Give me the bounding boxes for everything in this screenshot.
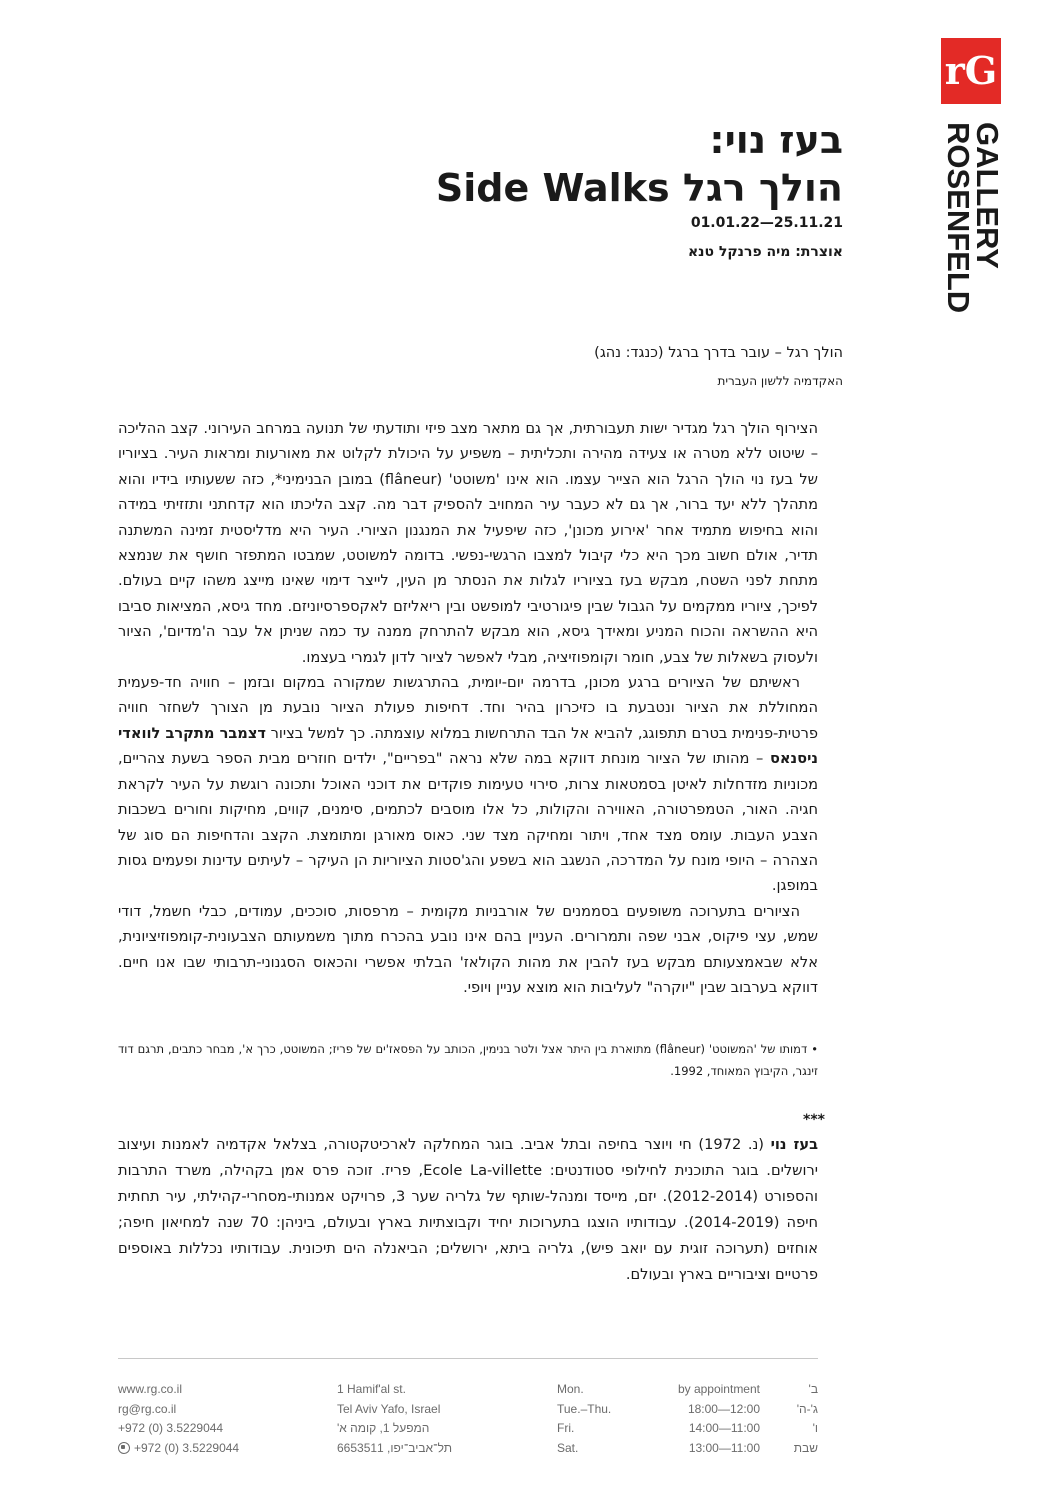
website-link[interactable]: www.rg.co.il <box>118 1382 183 1396</box>
address-line: 1 Hamif'al st. <box>337 1382 406 1396</box>
exhibition-text <box>118 416 818 1000</box>
exhibition-title <box>436 116 843 212</box>
day-label-he: ג'-ה' <box>796 1401 818 1416</box>
exhibition-dates: 01.01.22—25.11.21 <box>690 215 843 231</box>
day-label-he: שבת <box>793 1440 818 1455</box>
footer-contact <box>118 1380 239 1458</box>
opening-days-en <box>557 1380 611 1458</box>
phone-number[interactable]: +972 (0) 3.5229044 <box>118 1421 224 1435</box>
gallery-name-vertical <box>941 122 1005 332</box>
day-label-he: ו' <box>812 1421 818 1435</box>
artist-name: בעז נוי <box>770 1136 818 1153</box>
curator-credit: אוצרת: מיה פרנקל טנא <box>687 244 843 260</box>
hours-value: by appointment <box>677 1382 760 1396</box>
address-line: המפעל 1, קומה א' <box>337 1421 430 1435</box>
gallery-name-line2: GALLERY <box>970 122 1005 269</box>
title-artist: בעז נוי: <box>709 118 843 162</box>
paragraph-2: ראשיתם של הציורים ברגע מכונן, בדרמה יום-יומית, בהתרגשות שמקורה במקום ובזמן – חוויה חד-פעמית המחוללת את הציור ונטבעת בו כזיכרון בהיר וחד. דחיפות פעולת הציור נובעת מן הצורך לשחזר חוויה פרטית-פנימית בטרם תתפוגג, להביא אל הבד התרחשות במלוא עוצמתה. כך למשל בציור דצמבר מתקרב לוואדי ניסנאס – מהותו של הציור מונחת דווקא במה שלא נראה "בפריים", ילדים חוזרים מבית הספר בשעת צהריים, מכוניות מזדחלות לאיטן בסמטאות צרות, סירוי טעימות פוקדים את דוכני האוכל ותכונה רוגשת על העיר לקראת חגיה. האור, הטמפרטורה, האווירה והקולות, כל אלו מוסבים לכתמים, סימנים, קווים, מחיקות וחורים בשכבות הצבע העבות. עומס מצד אחד, ויתור ומחיקה מצד שני. כאוס מאורגן ומתומצת. הקצב והדחיפות הם סוג של הצהרה – היופי מונח על המדרכה, הנשגב הוא בשפע והג'סטות הציוריות הן העיקר – לעיתים עדינות ופעמים גסות במופגן. <box>118 674 818 895</box>
opening-days-he <box>780 1380 818 1458</box>
hours-value: 14:00—11:00 <box>688 1421 760 1435</box>
footnote: • דמותו של 'המשוטט' (flâneur) מתוארת בין היתר אצל ולטר בנימין, הכותב על הפסאז'ים של פריז; המשוטט, כרך א', מבחר כתבים, תרגם דוד זינגר, הקיבוץ המאוחד, 1992. <box>118 1042 818 1078</box>
day-label: Fri. <box>557 1421 575 1435</box>
email-link[interactable]: rg@rg.co.il <box>118 1401 177 1416</box>
day-label: Mon. <box>557 1382 584 1396</box>
gallery-name-line1: ROSENFELD <box>941 122 976 314</box>
address-line: Tel Aviv Yafo, Israel <box>337 1401 441 1416</box>
day-label: Sat. <box>557 1440 579 1455</box>
day-label: Tue.–Thu. <box>557 1401 612 1416</box>
logo-mark: rG <box>944 48 998 93</box>
gallery-logo <box>941 38 1001 104</box>
footer-divider <box>118 1358 818 1359</box>
footer-address <box>337 1380 452 1458</box>
paragraph-1: הצירוף הולך רגל מגדיר ישות תעבורתית, אך גם מתאר מצב פיזי ותודעתי של תנועה במרחב העירוני. קצב ההליכה – שיטוט ללא מטרה או צעידה מהירה ותכליתית – משפיע על היכולת לקלוט את מאורעות ומראות העיר. בציוריו של בעז נוי הולך הרגל הוא הצייר עצמו. הוא אינו 'משוטט' (flâneur) במובן הבנימיני*, כזה ששעותיו בידיו והוא מתהלך ללא יעד ברור, אך גם לא כעבר עיר המחויב להספיק דבר מה. קצב הליכתו הוא קדחתני ותזזיתי במידה והוא בחיפוש מתמיד אחר 'אירוע מכונן', כזה שיפעיל את המנגנון הציורי. העיר היא מדליסטית זמינה המשתנה תדיר, אולם חשוב מכך היא כלי קיבול למצבו הרגשי-נפשי. בדומה למשוטט, שמבטו המתפזר חושף את שנמצא מתחת לפני השטח, מבקש בעז בציוריו לגלות את הנסתר מן העין, לייצר דימוי שאינו מייצג משהו קיים בעולם. לפיכך, ציוריו ממקמים על הגבול שבין פיגורטיבי למופשט ובין ריאליזם לאקספרסיוניזם. מחד גיסא, המציאות סביבו היא ההשראה והכוח המניע ומאידך גיסא, הוא מבקש להתרחק ממנה עד כמה שניתן אל עבר ה'מדיום', הציור ולעסוק בשאלות של צבע, חומר וקומפוזיציה, מבלי לאפשר לציור לדון לגמרי בעצמו. <box>118 420 818 666</box>
artist-bio: בעז נוי (נ. 1972) חי ויוצר בחיפה ובתל אביב. בוגר המחלקה לארכיטקטורה, בצלאל אקדמיה לאמנות ועיצוב ירושלים. בוגר התוכנית לחילופי סטודנטים: Ecole La-villette, פריז. זוכה פרס אמן בקהילה, משרד התרבות והספורט (2012-2014). יזם, מייסד ומנהל-שותף של גלריה שער 3, פרויקט אמנותי-מסחרי-קהילתי, עיר תחתית חיפה (2014-2019). עבודותיו הוצגו בתערוכות יחיד וקבוצתיות בארץ ובעולם, ביניהן: 70 שנה למחיאון חיפה; אוחזים (תערוכה זוגית עם יואב פיש), גלריה ביתא, ירושלים; הביאנלה הים תיכונית. עבודותיו נכללות באוספים פרטיים וציבוריים בארץ ובעולם. <box>118 1136 819 1283</box>
artwork-title: דצמבר מתקרב לוואדי ניסנאס <box>118 724 818 768</box>
paragraph-3: הציורים בתערוכה משופעים בסממנים של אורבניות מקומית – מרפסות, סוככים, עמודים, כבלי חשמל, דודי שמש, עצי פיקוס, אבני שפה ותמרורים. העניין בהם אינו נובע בהכרח מתוך משמעותם הצבעונית-קומפוזיציונית, אלא שבאמצעותם מבקש בעז להבין את מהות הקולאז' הבלתי אפשרי והכאוס הסגנוני-תרבותי שבו אנו חיים. דווקא בערבוב שבין "יוקרה" לעליבות הוא מוצא עניין ויופי. <box>118 902 818 996</box>
address-line: תל־אביב־יפו, 6653511 <box>337 1440 453 1455</box>
hours-value: 13:00—11:00 <box>688 1440 760 1455</box>
whatsapp-number[interactable]: +972 (0) 3.5229044 <box>118 1439 239 1459</box>
dictionary-definition: הולך רגל – עובר בדרך ברגל (כנגד: נהג) <box>594 345 843 361</box>
section-separator: *** <box>803 1112 825 1128</box>
whatsapp-icon <box>118 1442 130 1454</box>
title-exhibition: הולך רגל Side Walks <box>435 166 843 210</box>
opening-hours <box>636 1380 760 1458</box>
day-label-he: ב' <box>808 1382 818 1396</box>
hours-value: 18:00—12:00 <box>687 1401 760 1416</box>
definition-source: האקדמיה ללשון העברית <box>717 374 843 388</box>
